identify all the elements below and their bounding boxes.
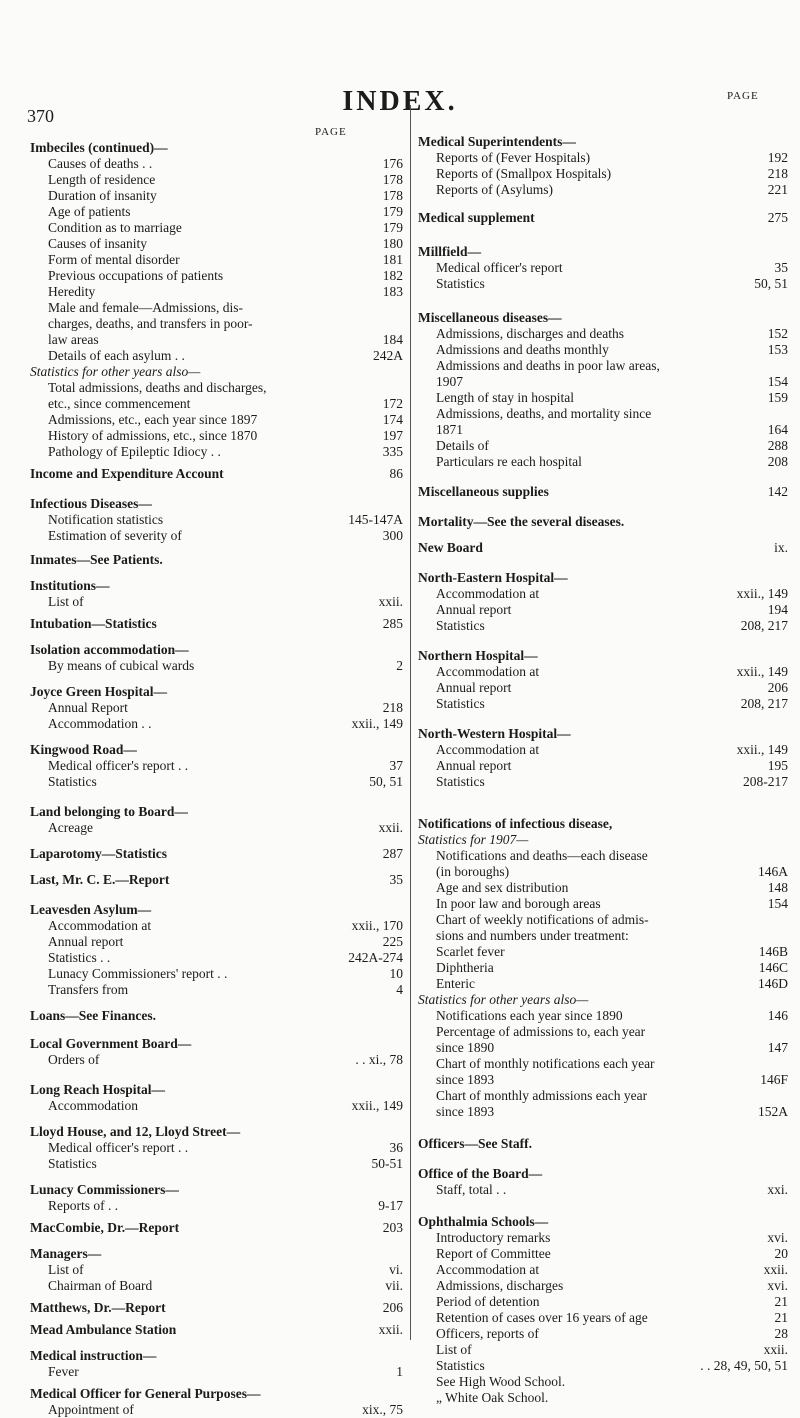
- entry-page: 183: [382, 284, 403, 299]
- entry-page: 218: [382, 700, 403, 715]
- entry-page: xxii.: [378, 594, 403, 609]
- entry-page: 288: [767, 438, 788, 453]
- entry-text: Miscellaneous supplies: [418, 484, 549, 499]
- entry-text: Retention of cases over 16 years of age: [436, 1310, 648, 1325]
- entry-page: 218: [767, 166, 788, 181]
- entry-text: Intubation—Statistics: [30, 616, 157, 631]
- entry-page: 28: [774, 1326, 788, 1341]
- entry-text: Annual report: [436, 758, 512, 773]
- entry-text: Notifications and deaths—each disease: [436, 848, 648, 863]
- entry-text: sions and numbers under treatment:: [436, 928, 629, 943]
- entry-text: since 1893: [436, 1104, 495, 1119]
- column-heading-left: PAGE: [315, 126, 347, 138]
- entry-text: Reports of (Asylums): [436, 182, 553, 197]
- entry-page: 208, 217: [740, 696, 788, 711]
- entry-page: vii.: [385, 1278, 403, 1293]
- entry-text: law areas: [48, 332, 99, 347]
- entry-page: 192: [767, 150, 788, 165]
- entry-text: Medical officer's report . .: [48, 758, 189, 773]
- entry-page: 197: [382, 428, 403, 443]
- entry-page: 180: [382, 236, 403, 251]
- entry-page: 179: [382, 220, 403, 235]
- entry-text: Statistics: [436, 696, 485, 711]
- entry-page: 159: [767, 390, 788, 405]
- entry-page: 181: [382, 252, 403, 267]
- entry-text: Officers, reports of: [436, 1326, 539, 1341]
- entry-text: Admissions, discharges and deaths: [436, 326, 624, 341]
- entry-page: 179: [382, 204, 403, 219]
- entry-page: xix., 75: [362, 1402, 403, 1417]
- entry-text: Length of stay in hospital: [436, 390, 574, 405]
- entry-page: 203: [382, 1220, 403, 1235]
- entry-text: Notification statistics: [48, 512, 164, 527]
- entry-text: Appointment of: [48, 1402, 134, 1417]
- entry-page: 146: [767, 1008, 788, 1023]
- entry-text: See High Wood School.: [436, 1374, 566, 1389]
- entry-page: xvi.: [767, 1230, 788, 1245]
- entry-text: In poor law and borough areas: [436, 896, 601, 911]
- entry-page: 21: [774, 1294, 788, 1309]
- entry-text: Local Government Board—: [30, 1036, 192, 1051]
- entry-text: Mortality—See the several diseases.: [418, 514, 625, 529]
- entry-page: 146B: [758, 944, 788, 959]
- entry-page: . . xi., 78: [355, 1052, 403, 1067]
- entry-text: Annual report: [436, 602, 512, 617]
- entry-page: ix.: [774, 540, 788, 555]
- entry-text: Lunacy Commissioners—: [30, 1182, 179, 1197]
- entry-page: 1: [396, 1364, 403, 1379]
- entry-page: 146F: [760, 1072, 788, 1087]
- entry-text: Notifications of infectious disease,: [418, 816, 613, 831]
- entry-text: Lloyd House, and 12, Lloyd Street—: [30, 1124, 241, 1139]
- entry-text: Previous occupations of patients: [48, 268, 224, 283]
- entry-text: Enteric: [436, 976, 475, 991]
- entry-text: Reports of (Fever Hospitals): [436, 150, 591, 165]
- entry-page: 194: [767, 602, 788, 617]
- entry-page: 86: [389, 466, 403, 481]
- entry-page: 146D: [758, 976, 788, 991]
- entry-text: Duration of insanity: [48, 188, 157, 203]
- entry-page: xxii., 170: [351, 918, 403, 933]
- entry-text: By means of cubical wards: [48, 658, 195, 673]
- entry-text: List of: [436, 1342, 472, 1357]
- entry-page: xxii., 149: [736, 586, 788, 601]
- entry-text: Accommodation at: [436, 664, 540, 679]
- entry-text: Condition as to marriage: [48, 220, 182, 235]
- entry-text: Statistics for other years also—: [30, 364, 201, 379]
- entry-text: Diphtheria: [436, 960, 494, 975]
- entry-page: 153: [767, 342, 788, 357]
- entry-text: Accommodation at: [436, 742, 540, 757]
- entry-page: 172: [382, 396, 403, 411]
- entry-text: Land belonging to Board—: [30, 804, 188, 819]
- entry-text: Millfield—: [418, 244, 481, 259]
- entry-page: 148: [767, 880, 788, 895]
- entry-page: 335: [382, 444, 403, 459]
- entry-text: Laparotomy—Statistics: [30, 846, 167, 861]
- entry-text: New Board: [418, 540, 483, 555]
- entry-text: Notifications each year since 1890: [436, 1008, 623, 1023]
- entry-page: 50, 51: [369, 774, 403, 789]
- page-title: INDEX.: [342, 86, 458, 117]
- entry-text: Causes of deaths . .: [48, 156, 153, 171]
- page-header: [0, 86, 800, 126]
- entry-page: 4: [396, 982, 403, 997]
- entry-text: Form of mental disorder: [48, 252, 180, 267]
- entry-text: Chart of weekly notifications of admis-: [436, 912, 649, 927]
- entry-page: 147: [767, 1040, 788, 1055]
- entry-text: Medical officer's report: [436, 260, 563, 275]
- entry-page: xxii., 149: [351, 1098, 403, 1113]
- entry-page: 178: [382, 188, 403, 203]
- entry-page: 145-147A: [348, 512, 403, 527]
- entry-page: 142: [767, 484, 788, 499]
- entry-page: 242A-274: [348, 950, 403, 965]
- entry-page: 285: [382, 616, 403, 631]
- entry-text: charges, deaths, and transfers in poor-: [48, 316, 253, 331]
- entry-text: since 1893: [436, 1072, 495, 1087]
- entry-page: xvi.: [767, 1278, 788, 1293]
- entry-text: Lunacy Commissioners' report . .: [48, 966, 228, 981]
- entry-page: 50, 51: [754, 276, 788, 291]
- entry-text: Introductory remarks: [436, 1230, 551, 1245]
- entry-text: Chairman of Board: [48, 1278, 153, 1293]
- entry-text: Staff, total . .: [436, 1182, 507, 1197]
- entry-text: Medical Officer for General Purposes—: [30, 1386, 261, 1401]
- entry-page: 37: [389, 758, 403, 773]
- entry-page: 152: [767, 326, 788, 341]
- entry-text: Fever: [48, 1364, 79, 1379]
- entry-text: Admissions and deaths in poor law areas,: [436, 358, 660, 373]
- entry-page: 221: [767, 182, 788, 197]
- entry-text: Statistics: [48, 774, 97, 789]
- entry-page: 206: [767, 680, 788, 695]
- entry-page: 154: [767, 374, 788, 389]
- page-number: 370: [27, 106, 54, 126]
- entry-page: 35: [774, 260, 788, 275]
- entry-text: Medical supplement: [418, 210, 535, 225]
- entry-text: Percentage of admissions to, each year: [436, 1024, 646, 1039]
- entry-page: 208: [767, 454, 788, 469]
- column-heading-right: PAGE: [727, 90, 759, 102]
- entry-text: Statistics for other years also—: [418, 992, 589, 1007]
- column-divider: [410, 105, 411, 1340]
- entry-page: 164: [767, 422, 788, 437]
- entry-text: Annual report: [436, 680, 512, 695]
- entry-text: Age and sex distribution: [436, 880, 569, 895]
- entry-page: xxii., 149: [351, 716, 403, 731]
- entry-page: 275: [767, 210, 788, 225]
- entry-text: Pathology of Epileptic Idiocy . .: [48, 444, 221, 459]
- entry-page: 154: [767, 896, 788, 911]
- entry-page: xxii.: [378, 820, 403, 835]
- entry-text: Period of detention: [436, 1294, 540, 1309]
- entry-text: Heredity: [48, 284, 96, 299]
- entry-text: Infectious Diseases—: [30, 496, 152, 511]
- entry-text: Acreage: [48, 820, 93, 835]
- entry-page: xxii., 149: [736, 664, 788, 679]
- entry-page: 21: [774, 1310, 788, 1325]
- entry-page: 206: [382, 1300, 403, 1315]
- entry-text: Statistics for 1907—: [418, 832, 529, 847]
- entry-text: Annual Report: [48, 700, 128, 715]
- entry-text: Age of patients: [48, 204, 131, 219]
- entry-page: 208-217: [743, 774, 788, 789]
- entry-text: Statistics . .: [48, 950, 111, 965]
- entry-text: Admissions, discharges: [436, 1278, 564, 1293]
- entry-page: 146A: [758, 864, 788, 879]
- entry-text: Medical officer's report . .: [48, 1140, 189, 1155]
- entry-text: North-Eastern Hospital—: [418, 570, 568, 585]
- entry-page: 146C: [758, 960, 788, 975]
- entry-page: 9-17: [378, 1198, 403, 1213]
- entry-text: MacCombie, Dr.—Report: [30, 1220, 180, 1235]
- entry-text: Last, Mr. C. E.—Report: [30, 872, 170, 887]
- entry-text: Ophthalmia Schools—: [418, 1214, 549, 1229]
- entry-text: Isolation accommodation—: [30, 642, 189, 657]
- entry-text: Statistics: [436, 276, 485, 291]
- entry-text: Admissions, deaths, and mortality since: [436, 406, 652, 421]
- entry-text: Miscellaneous diseases—: [418, 310, 562, 325]
- entry-page: 182: [382, 268, 403, 283]
- entry-text: Statistics: [48, 1156, 97, 1171]
- entry-text: Imbeciles (continued)—: [30, 140, 168, 155]
- entry-text: Long Reach Hospital—: [30, 1082, 166, 1097]
- entry-text: Medical instruction—: [30, 1348, 157, 1363]
- entry-text: Statistics: [436, 774, 485, 789]
- entry-text: Medical Superintendents—: [418, 134, 576, 149]
- entry-text: Matthews, Dr.—Report: [30, 1300, 166, 1315]
- entry-text: Accommodation: [48, 1098, 138, 1113]
- entry-page: xxi.: [767, 1182, 788, 1197]
- entry-text: Chart of monthly notifications each year: [436, 1056, 655, 1071]
- entry-text: Mead Ambulance Station: [30, 1322, 177, 1337]
- entry-page: 35: [389, 872, 403, 887]
- entry-page: 195: [767, 758, 788, 773]
- entry-text: Causes of insanity: [48, 236, 147, 251]
- entry-text: Joyce Green Hospital—: [30, 684, 167, 699]
- entry-page: 50-51: [371, 1156, 403, 1171]
- entry-page: 178: [382, 172, 403, 187]
- entry-text: etc., since commencement: [48, 396, 191, 411]
- entry-text: Report of Committee: [436, 1246, 551, 1261]
- entry-text: Male and female—Admissions, dis-: [48, 300, 243, 315]
- entry-page: 184: [382, 332, 403, 347]
- entry-text: Length of residence: [48, 172, 156, 187]
- entry-page: 36: [389, 1140, 403, 1155]
- entry-text: Details of: [436, 438, 489, 453]
- entry-text: Accommodation . .: [48, 716, 152, 731]
- entry-text: „ White Oak School.: [436, 1390, 549, 1405]
- entry-text: Admissions, etc., each year since 1897: [48, 412, 258, 427]
- entry-text: History of admissions, etc., since 1870: [48, 428, 258, 443]
- entry-page: 10: [389, 966, 403, 981]
- entry-page: 174: [382, 412, 403, 427]
- entry-page: 152A: [758, 1104, 788, 1119]
- entry-text: Statistics: [436, 618, 485, 633]
- entry-text: Inmates—See Patients.: [30, 552, 163, 567]
- entry-text: List of: [48, 1262, 84, 1277]
- entry-page: 287: [382, 846, 403, 861]
- entry-text: Scarlet fever: [436, 944, 505, 959]
- entry-page: 208, 217: [740, 618, 788, 633]
- entry-text: Annual report: [48, 934, 124, 949]
- entry-text: Orders of: [48, 1052, 100, 1067]
- entry-page: . . 28, 49, 50, 51: [700, 1358, 788, 1373]
- entry-page: xxii.: [378, 1322, 403, 1337]
- entry-text: Transfers from: [48, 982, 129, 997]
- entry-text: North-Western Hospital—: [418, 726, 571, 741]
- entry-text: 1907: [436, 374, 463, 389]
- entry-text: Institutions—: [30, 578, 110, 593]
- entry-text: Reports of (Smallpox Hospitals): [436, 166, 612, 181]
- entry-text: Statistics: [436, 1358, 485, 1373]
- entry-text: since 1890: [436, 1040, 495, 1055]
- entry-page: 300: [382, 528, 403, 543]
- entry-text: Chart of monthly admissions each year: [436, 1088, 648, 1103]
- entry-page: 242A: [373, 348, 403, 363]
- entry-page: 176: [382, 156, 403, 171]
- entry-text: 1871: [436, 422, 463, 437]
- entry-text: (in boroughs): [436, 864, 510, 879]
- entry-text: List of: [48, 594, 84, 609]
- entry-text: Admissions and deaths monthly: [436, 342, 609, 357]
- entry-text: Northern Hospital—: [418, 648, 538, 663]
- entry-text: Particulars re each hospital: [436, 454, 582, 469]
- entry-page: xxii.: [763, 1342, 788, 1357]
- entry-text: Accommodation at: [436, 586, 540, 601]
- entry-text: Accommodation at: [436, 1262, 540, 1277]
- entry-text: Reports of . .: [48, 1198, 119, 1213]
- entry-text: Office of the Board—: [418, 1166, 543, 1181]
- entry-text: Accommodation at: [48, 918, 152, 933]
- entry-text: Kingwood Road—: [30, 742, 137, 757]
- entry-page: 2: [396, 658, 403, 673]
- entry-page: 20: [774, 1246, 788, 1261]
- entry-text: Total admissions, deaths and discharges,: [48, 380, 267, 395]
- entry-page: vi.: [389, 1262, 403, 1277]
- entry-text: Income and Expenditure Account: [30, 466, 224, 481]
- entry-text: Loans—See Finances.: [30, 1008, 157, 1023]
- entry-page: 225: [382, 934, 403, 949]
- entry-text: Estimation of severity of: [48, 528, 182, 543]
- entry-page: xxii., 149: [736, 742, 788, 757]
- entry-text: Leavesden Asylum—: [30, 902, 152, 917]
- entry-text: Officers—See Staff.: [418, 1136, 532, 1151]
- entry-page: xxii.: [763, 1262, 788, 1277]
- entry-text: Managers—: [30, 1246, 102, 1261]
- entry-text: Details of each asylum . .: [48, 348, 185, 363]
